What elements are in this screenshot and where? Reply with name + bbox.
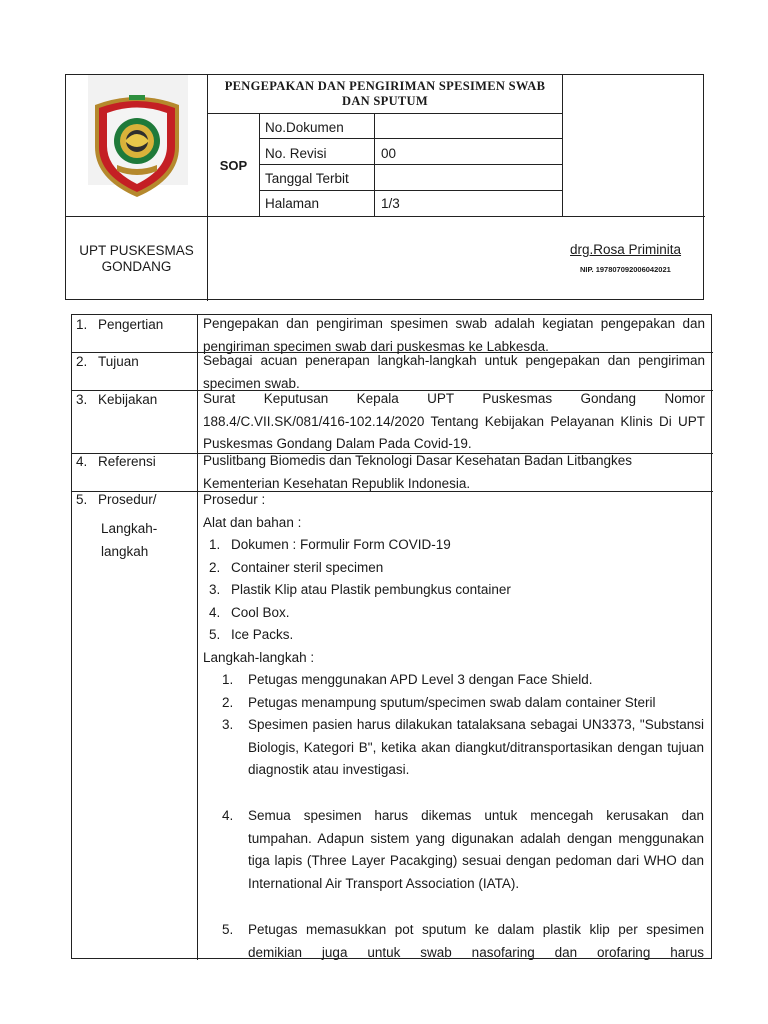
section-content-tujuan: Sebagai acuan penerapan langkah-langkah untuk pengepakan dan pengiriman specimen swab. — [203, 353, 705, 391]
sop-label: SOP — [219, 157, 248, 173]
list-item: 3. Plastik Klip atau Plastik pembungkus container — [209, 582, 511, 597]
document-title-cell — [208, 75, 562, 113]
section-content-pengertian: Pengepakan dan pengiriman spesimen swab adalah kegiatan pengepakan dan pengiriman specimen swab dari puskesmas ke Labkesda. — [203, 316, 705, 354]
section-label-tujuan: 2. Tujuan — [76, 354, 139, 369]
shield-emblem-icon — [87, 91, 187, 201]
list-item: 2. Petugas menampung sputum/specimen swab dalam container Steril — [222, 695, 656, 710]
section-content-referensi: Puslitbang Biomedis dan Teknologi Dasar Kesehatan Badan Litbangkes Kementerian Kesehatan Republik Indonesia. — [203, 453, 633, 491]
meta-value-no-revisi: 00 — [381, 146, 397, 161]
section-label-referensi: 4. Referensi — [76, 454, 156, 469]
section-label-kebijakan: 3. Kebijakan — [76, 392, 158, 407]
section-label-langkah: Langkah- — [101, 521, 158, 536]
list-item: 2. Container steril specimen — [209, 560, 384, 575]
section-label-langkah-2: langkah — [101, 544, 149, 559]
meta-label-tanggal-terbit: Tanggal Terbit — [265, 171, 349, 186]
meta-label-halaman: Halaman — [265, 196, 320, 211]
meta-label-no-dokumen: No.Dokumen — [265, 120, 344, 135]
meta-value-halaman: 1/3 — [381, 196, 400, 211]
list-item: 1. Dokumen : Formulir Form COVID-19 — [209, 537, 451, 552]
list-item: 3. Spesimen pasien harus dilakukan tatalaksana sebagai UN3373, "Substansi Biologis, Kategori B", ketika akan diangkut/ditransportasikan dengan tujuan diagnostik atau investigasi. — [222, 717, 704, 778]
regency-logo — [66, 75, 207, 216]
list-item: 4. Semua spesimen harus dikemas untuk mencegah kerusakan dan tumpahan. Adapun sistem yang digunakan adalah dengan menggunakan tiga lapis (Three Layer Pacakging) sesuai dengan pedoman dari WHO dan International Air Transport Association (IATA). — [222, 808, 704, 891]
list-item: 4. Cool Box. — [209, 605, 290, 620]
list-item: 5. Petugas memasukkan pot sputum ke dalam plastik klip per spesimen demikian juga untuk swab nasofaring dan orofaring harus — [222, 922, 704, 960]
list-item: 5. Ice Packs. — [209, 627, 294, 642]
section-content-kebijakan: Surat Keputusan Kepala UPT Puskesmas Gondang Nomor 188.4/C.VII.SK/081/416-102.14/2020 Tentang Kebijakan Pelayanan Klinis Di UPT Puskesmas Gondang Dalam Pada Covid-19. — [203, 391, 705, 451]
sop-header-table — [65, 74, 704, 300]
langkah-heading: Langkah-langkah : — [203, 650, 315, 665]
meta-label-no-revisi: No. Revisi — [265, 146, 327, 161]
organization-name — [66, 217, 207, 301]
signatory-name: drg.Rosa Priminita — [570, 242, 682, 257]
procedure-table — [71, 314, 712, 959]
organization-line-2: GONDANG — [101, 259, 172, 274]
organization-line-1: UPT PUSKESMAS — [79, 243, 194, 258]
section-label-pengertian: 1. Pengertian — [76, 317, 164, 332]
signatory-nip: NIP. 197807092006042021 — [580, 265, 671, 274]
list-item: 1. Petugas menggunakan APD Level 3 dengan Face Shield. — [222, 672, 593, 687]
document-title: PENGEPAKAN DAN PENGIRIMAN SPESIMEN SWAB DAN SPUTUM — [224, 79, 546, 108]
prosedur-heading: Prosedur : — [203, 492, 266, 507]
section-label-prosedur: 5. Prosedur/ — [76, 492, 157, 507]
alat-heading: Alat dan bahan : — [203, 515, 302, 530]
